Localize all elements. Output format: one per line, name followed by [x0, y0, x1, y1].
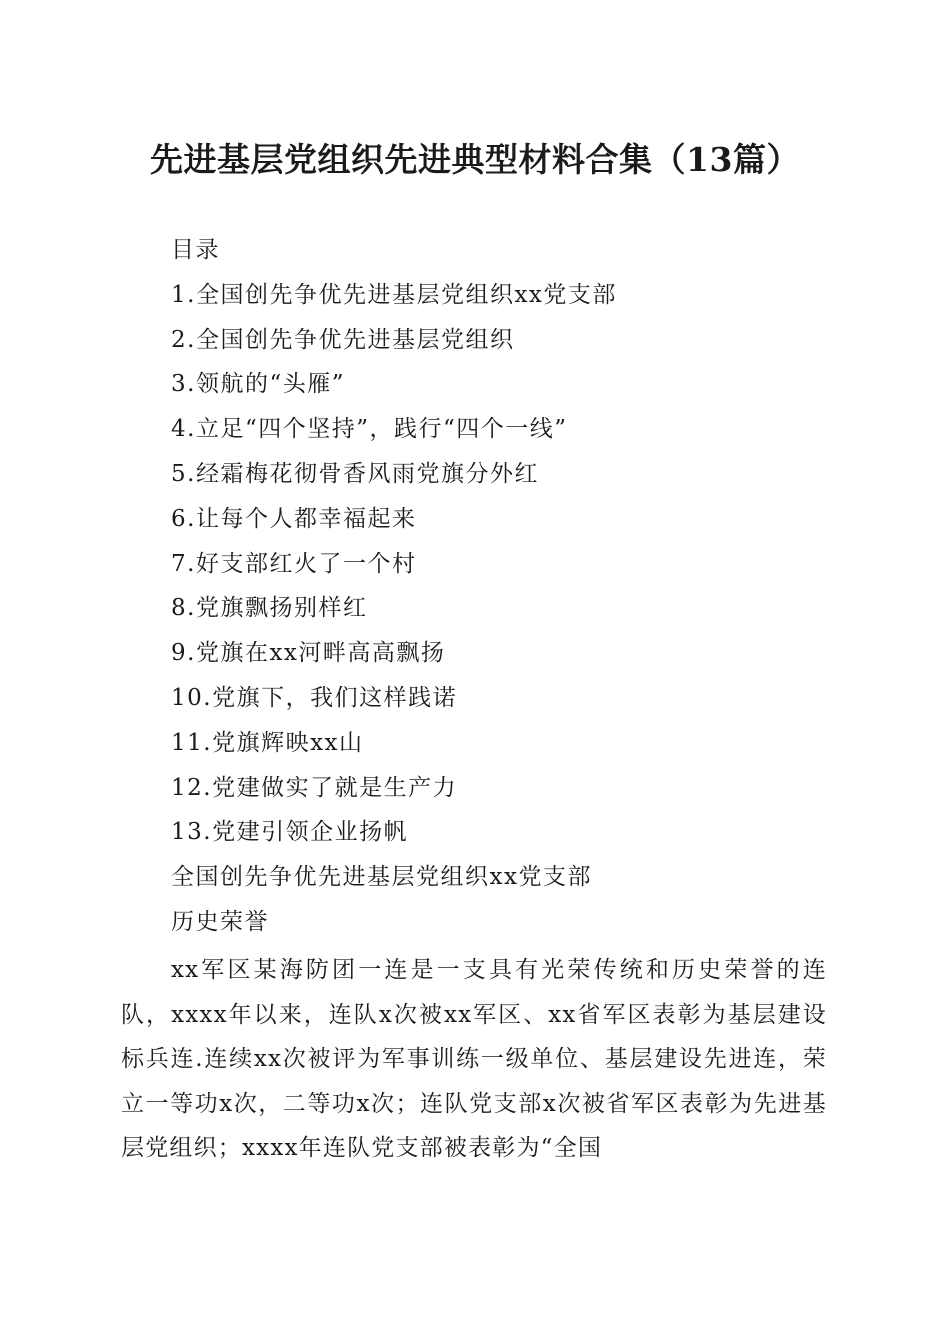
- body-paragraph: xx军区某海防团一连是一支具有光荣传统和历史荣誉的连队，xxxx年以来，连队x次被xx军区、xx省军区表彰为基层建设标兵连.连续xx次被评为军事训练一级单位、基层建设先进连，荣立一等功x次，二等功x次；连队党支部x次被省军区表彰为先进基层党组织；xxxx年连队党支部被表彰为“全国: [121, 957, 828, 1162]
- toc-item: 9.党旗在xx河畔高高飘扬: [171, 640, 446, 667]
- section-title: 全国创先争优先进基层党组织xx党支部: [171, 864, 592, 891]
- toc-item: 6.让每个人都幸福起来: [171, 505, 417, 532]
- toc-item: 5.经霜梅花彻骨香风雨党旗分外红: [171, 460, 539, 487]
- toc-heading: 目录: [171, 237, 220, 263]
- toc-item: 3.领航的“头雁”: [171, 371, 345, 398]
- toc-item: 10.党旗下，我们这样践诺: [171, 684, 458, 711]
- toc-item: 4.立足“四个坚持”，践行“四个一线”: [171, 416, 568, 443]
- toc-item: 13.党建引领企业扬帆: [171, 819, 409, 846]
- content-block: [171, 228, 851, 945]
- document-title: 先进基层党组织先进典型材料合集（13篇）: [150, 140, 800, 179]
- toc-item: 7.好支部红火了一个村: [171, 550, 417, 577]
- toc-item: 12.党建做实了就是生产力: [171, 774, 458, 801]
- toc-item: 11.党旗辉映xx山: [171, 729, 364, 756]
- toc-item: 8.党旗飘扬别样红: [171, 595, 368, 622]
- toc-item: 1.全国创先争优先进基层党组织xx党支部: [171, 281, 617, 308]
- toc-item: 2.全国创先争优先进基层党组织: [171, 326, 515, 353]
- subsection-title: 历史荣誉: [171, 908, 269, 935]
